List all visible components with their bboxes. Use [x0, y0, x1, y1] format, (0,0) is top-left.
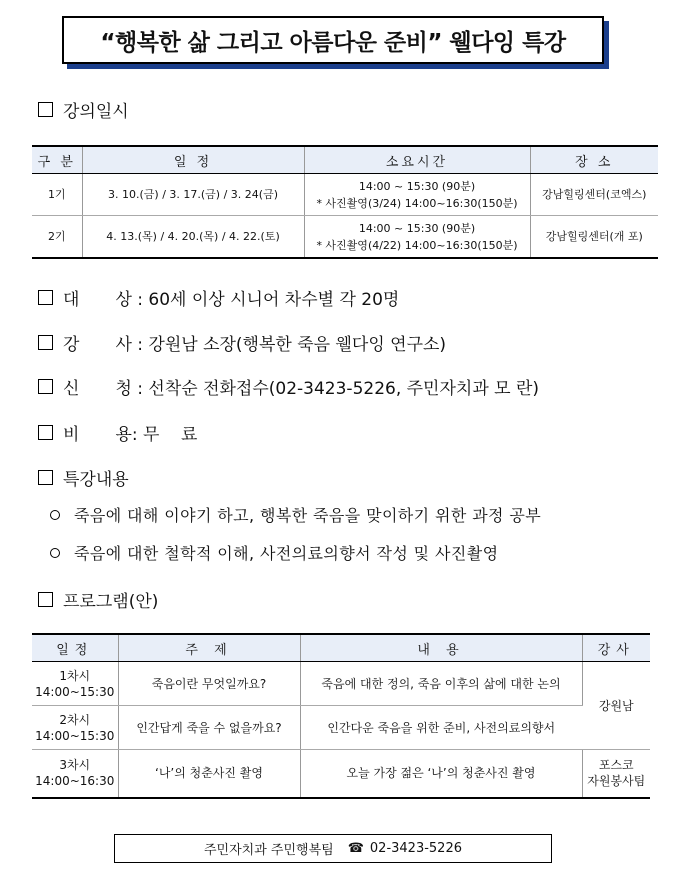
col-header-place: 장 소 [530, 146, 658, 174]
checkbox-icon [38, 592, 53, 607]
dates-cell: 4. 13.(목) / 4. 20.(목) / 4. 22.(토) [82, 216, 304, 259]
col-header-term: 구 분 [32, 146, 82, 174]
program-heading: 프로그램(안) [38, 587, 158, 612]
session-cell: 1차시 14:00~15:30 [32, 662, 118, 706]
table-row [32, 750, 650, 798]
bullet-circle-icon [50, 510, 60, 520]
content-cell: 오늘 가장 젊은 ‘나’의 청춘사진 촬영 [300, 750, 582, 798]
topic-cell: 인간답게 죽을 수 없을까요? [118, 706, 300, 750]
title-banner [62, 16, 604, 64]
list-item: 죽음에 대해 이야기 하고, 행복한 죽음을 맞이하기 위한 과정 공부 [50, 503, 541, 526]
dates-cell: 3. 10.(금) / 3. 17.(금) / 3. 24(금) [82, 174, 304, 216]
topic-cell: 죽음이란 무엇일까요? [118, 662, 300, 706]
cost-line: 비 용 : 무 료 [38, 420, 197, 445]
phone-icon: ☎ [347, 841, 364, 856]
checkbox-icon [38, 425, 53, 440]
schedule-heading: 강의일시 [38, 97, 129, 122]
col-header-lecturer: 강사 [582, 634, 650, 662]
col-header-dates: 일 정 [82, 146, 304, 174]
lecturer-cell: 포스코 자원봉사팀 [587, 758, 646, 789]
time-cell: 14:00 ~ 15:30 (90분) * 사진촬영(4/22) 14:00~16:30(150분) [304, 216, 530, 259]
target-value: : 60세 이상 시니어 차수별 각 20명 [137, 290, 400, 310]
program-header-row [32, 634, 650, 662]
table-row [32, 706, 650, 750]
table-row [32, 216, 658, 259]
col-header-content: 내 용 [300, 634, 582, 662]
time-cell: 14:00 ~ 15:30 (90분) * 사진촬영(3/24) 14:00~16:30(150분) [304, 174, 530, 216]
program-table [32, 633, 650, 799]
lecturer-value: : 강원남 소장(행복한 죽음 웰다잉 연구소) [137, 335, 447, 355]
footer-org: 주민자치과 주민행복팀 [203, 843, 334, 858]
checkbox-icon [38, 335, 53, 350]
cost-value: : 무 료 [131, 425, 198, 445]
apply-value: : 선착순 전화접수(02-3423-5226, 주민자치과 모 란) [137, 379, 540, 399]
col-header-topic: 주 제 [118, 634, 300, 662]
lecturer-line: 강 사 : 강원남 소장(행복한 죽음 웰다잉 연구소) [38, 330, 446, 355]
term-cell: 2기 [32, 216, 82, 259]
term-cell: 1기 [32, 174, 82, 216]
bullet-circle-icon [50, 548, 60, 558]
table-row [32, 662, 650, 706]
topic-cell: ‘나’의 청춘사진 촬영 [118, 750, 300, 798]
apply-line: 신 청 : 선착순 전화접수(02-3423-5226, 주민자치과 모 란) [38, 374, 539, 399]
checkbox-icon [38, 102, 53, 117]
session-cell: 3차시 14:00~16:30 [32, 750, 118, 798]
place-cell: 강남힐링센터(개 포) [545, 230, 643, 243]
list-item: 죽음에 대한 철학적 이해, 사전의료의향서 작성 및 사진촬영 [50, 541, 498, 564]
session-cell: 2차시 14:00~15:30 [32, 706, 118, 750]
table-row [32, 174, 658, 216]
checkbox-icon [38, 379, 53, 394]
content-cell: 인간다운 죽음을 위한 준비, 사전의료의향서 [300, 706, 582, 750]
col-header-time: 소요시간 [304, 146, 530, 174]
page-title: “행복한 삶 그리고 아름다운 준비” 웰다잉 특강 [100, 29, 566, 56]
lecturer-cell: 강원남 [582, 662, 650, 750]
schedule-table [32, 145, 658, 259]
checkbox-icon [38, 290, 53, 305]
target-line: 대 상 : 60세 이상 시니어 차수별 각 20명 [38, 285, 399, 310]
place-cell: 강남힐링센터(코엑스) [530, 174, 658, 216]
contact-footer [114, 834, 552, 863]
schedule-header-row [32, 146, 658, 174]
content-heading: 특강내용 [38, 465, 129, 490]
footer-phone: 02-3423-5226 [369, 841, 462, 856]
col-header-session: 일정 [32, 634, 118, 662]
checkbox-icon [38, 470, 53, 485]
content-cell: 죽음에 대한 정의, 죽음 이후의 삶에 대한 논의 [300, 662, 582, 706]
